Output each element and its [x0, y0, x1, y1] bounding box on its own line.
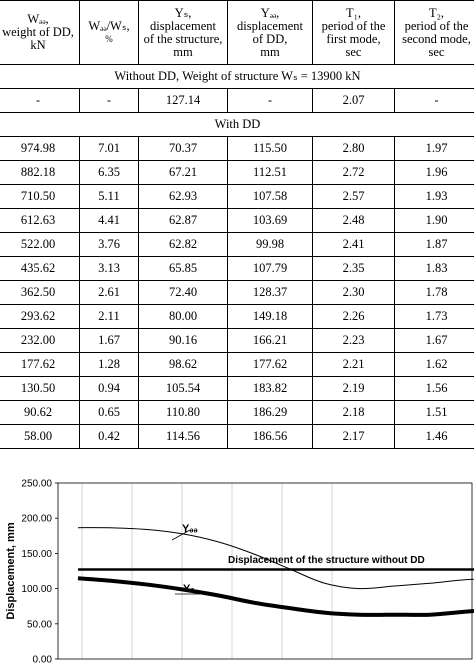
cell: 1.56 [395, 377, 474, 401]
cell: 107.58 [228, 185, 313, 209]
table-row [0, 209, 474, 233]
cell: 107.79 [228, 257, 313, 281]
without-dd-section-row [0, 65, 474, 89]
cell: 1.90 [395, 209, 474, 233]
cell: 90.62 [0, 401, 80, 425]
cell: 103.69 [228, 209, 313, 233]
cell: 1.87 [395, 233, 474, 257]
table-row [0, 305, 474, 329]
y-tick-label: 50.00 [26, 619, 52, 631]
plot-area-frame [58, 483, 472, 659]
cell: 1.73 [395, 305, 474, 329]
cell: 80.00 [139, 305, 228, 329]
cell: 186.56 [228, 425, 313, 449]
cell: 177.62 [228, 353, 313, 377]
y-axis-ticks [21, 479, 58, 663]
cell: 2.80 [313, 137, 395, 161]
cell: 114.56 [139, 425, 228, 449]
table-row [0, 161, 474, 185]
cell: 2.19 [313, 377, 395, 401]
cell: 2.07 [313, 89, 395, 113]
cell: 1.51 [395, 401, 474, 425]
cell: 128.37 [228, 281, 313, 305]
chart-labels [172, 523, 425, 595]
table-row [0, 353, 474, 377]
table-row [0, 233, 474, 257]
cell: 2.21 [313, 353, 395, 377]
table-header-row [0, 1, 474, 65]
cell: 7.01 [80, 137, 139, 161]
y-tick-label: 150.00 [21, 548, 52, 560]
cell: - [80, 89, 139, 113]
header-ratio: Wₔₔ/Wₛ, % [80, 1, 139, 65]
cell: 177.62 [0, 353, 80, 377]
header-ydd: Yₔₔ, displacement of DD, mm [228, 1, 313, 65]
cell: 1.78 [395, 281, 474, 305]
header-ys: Yₛ, displacement of the structure, mm [139, 1, 228, 65]
cell: 2.41 [313, 233, 395, 257]
cell: 2.26 [313, 305, 395, 329]
cell: 166.21 [228, 329, 313, 353]
cell: 110.80 [139, 401, 228, 425]
cell: 1.28 [80, 353, 139, 377]
cell: 2.30 [313, 281, 395, 305]
with-dd-section-row [0, 113, 474, 137]
table-row [0, 185, 474, 209]
cell: 2.18 [313, 401, 395, 425]
table-row [0, 281, 474, 305]
cell: 4.41 [80, 209, 139, 233]
series-ys-line [78, 578, 474, 615]
cell: 1.83 [395, 257, 474, 281]
cell: 0.94 [80, 377, 139, 401]
cell: 65.85 [139, 257, 228, 281]
cell: 1.96 [395, 161, 474, 185]
cell: 99.98 [228, 233, 313, 257]
header-t2: T₂, period of the second mode, sec [395, 1, 474, 65]
cell: 1.93 [395, 185, 474, 209]
header-wdd: Wₔₔ, weight of DD, kN [0, 1, 80, 65]
header-t1: T₁, period of the first mode, sec [313, 1, 395, 65]
cell: 2.17 [313, 425, 395, 449]
cell: 112.51 [228, 161, 313, 185]
reference-line-label: Displacement of the structure without DD [228, 555, 425, 566]
cell: 1.67 [80, 329, 139, 353]
cell: 2.48 [313, 209, 395, 233]
y-tick-label: 100.00 [21, 584, 52, 596]
table-row [0, 257, 474, 281]
displacement-chart [0, 468, 474, 663]
cell: 58.00 [0, 425, 80, 449]
cell: 3.13 [80, 257, 139, 281]
cell: 62.82 [139, 233, 228, 257]
cell: 130.50 [0, 377, 80, 401]
cell: 183.82 [228, 377, 313, 401]
cell: 232.00 [0, 329, 80, 353]
cell: 2.61 [80, 281, 139, 305]
cell: 115.50 [228, 137, 313, 161]
cell: 127.14 [139, 89, 228, 113]
cell: 522.00 [0, 233, 80, 257]
ys-series-label: Yₛ [183, 583, 195, 595]
table-row [0, 377, 474, 401]
cell: - [0, 89, 80, 113]
cell: 2.72 [313, 161, 395, 185]
cell: 98.62 [139, 353, 228, 377]
cell: 1.67 [395, 329, 474, 353]
cell: 0.42 [80, 425, 139, 449]
cell: 6.35 [80, 161, 139, 185]
cell: 70.37 [139, 137, 228, 161]
cell: 2.57 [313, 185, 395, 209]
cell: - [395, 89, 474, 113]
y-axis-label: Displacement, mm [5, 522, 17, 620]
cell: 2.35 [313, 257, 395, 281]
cell: 62.93 [139, 185, 228, 209]
ydd-series-label: Yₔₔ [182, 523, 198, 535]
cell: 435.62 [0, 257, 80, 281]
cell: 2.11 [80, 305, 139, 329]
table-row [0, 425, 474, 449]
cell: 293.62 [0, 305, 80, 329]
table-row [0, 401, 474, 425]
cell: 90.16 [139, 329, 228, 353]
cell: 0.65 [80, 401, 139, 425]
cell: 62.87 [139, 209, 228, 233]
cell: 1.62 [395, 353, 474, 377]
cell: 105.54 [139, 377, 228, 401]
cell: 362.50 [0, 281, 80, 305]
cell: 2.23 [313, 329, 395, 353]
table-row [0, 137, 474, 161]
y-tick-label: 200.00 [21, 513, 52, 525]
cell: 882.18 [0, 161, 80, 185]
cell: 974.98 [0, 137, 80, 161]
with-dd-label: With DD [0, 113, 474, 137]
cell: - [228, 89, 313, 113]
cell: 3.76 [80, 233, 139, 257]
y-tick-label: 250.00 [21, 478, 52, 490]
y-tick-label: 0.00 [32, 654, 52, 663]
cell: 612.63 [0, 209, 80, 233]
chart-series [78, 528, 474, 615]
table-row [0, 329, 474, 353]
cell: 1.46 [395, 425, 474, 449]
cell: 710.50 [0, 185, 80, 209]
cell: 149.18 [228, 305, 313, 329]
cell: 1.97 [395, 137, 474, 161]
cell: 72.40 [139, 281, 228, 305]
cell: 67.21 [139, 161, 228, 185]
table-row [0, 89, 474, 113]
cell: 186.29 [228, 401, 313, 425]
cell: 5.11 [80, 185, 139, 209]
without-dd-label: Without DD, Weight of structure Wₛ = 13900 kN [0, 65, 474, 89]
